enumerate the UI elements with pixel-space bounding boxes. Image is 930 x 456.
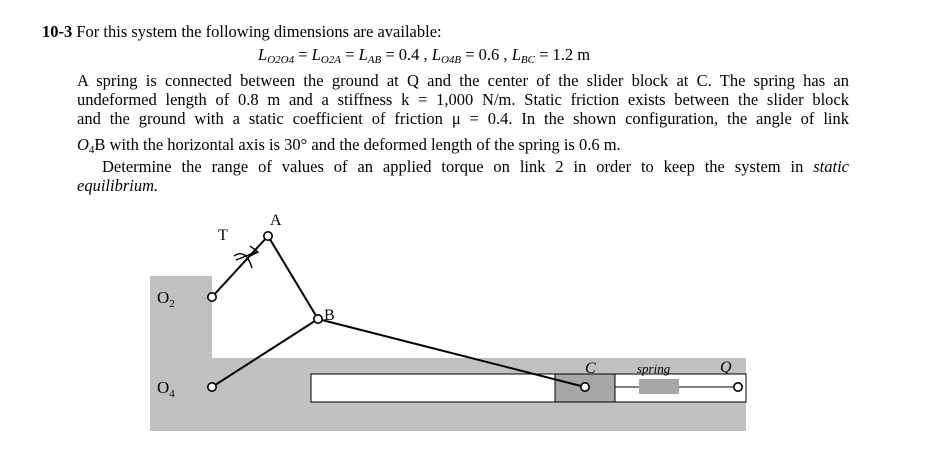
ground-region xyxy=(150,276,746,431)
spring-body xyxy=(639,379,679,394)
symbol-L: L xyxy=(358,45,368,64)
value-0-4: = 0.4 , xyxy=(381,45,432,64)
pin-o2 xyxy=(208,293,216,301)
pin-o4 xyxy=(208,383,216,391)
slider-slot xyxy=(311,374,746,402)
sub-ab: AB xyxy=(367,54,382,66)
label-c: C xyxy=(585,360,596,377)
link-ab xyxy=(268,236,318,319)
label-o4-sub: 4 xyxy=(169,388,175,400)
sub-bc: BC xyxy=(520,54,535,66)
symbol-L: L xyxy=(511,45,521,64)
problem-number: 10-3 xyxy=(42,22,73,41)
para1-line2: undeformed length of 0.8 m and a stiffness k = 1,000 N/m. Static friction exists between the slider block xyxy=(77,90,849,109)
equals: = xyxy=(341,45,359,64)
para2-line2: equilibrium. xyxy=(77,176,159,195)
label-spring: spring xyxy=(637,361,671,376)
label-b: B xyxy=(324,307,335,324)
para1-line3: and the ground with a static coefficient of friction μ = 0.4. In the shown configuration, the angle of link xyxy=(77,109,849,128)
sub-o4b: O4B xyxy=(440,54,462,66)
value-1-2: = 1.2 m xyxy=(534,45,591,64)
problem-intro: For this system the following dimensions are available: xyxy=(76,22,442,41)
pin-q xyxy=(734,383,742,391)
para1-line1: A spring is connected between the ground at Q and the center of the slider block at C. The spring has an xyxy=(77,71,849,90)
label-o2-sub: 2 xyxy=(169,298,175,310)
label-o4-main: O xyxy=(157,378,170,397)
pin-b xyxy=(314,315,322,323)
label-t: T xyxy=(218,227,228,244)
label-q: Q xyxy=(720,359,732,376)
link-o2a xyxy=(212,236,268,297)
symbol-L: L xyxy=(431,45,441,64)
label-a: A xyxy=(270,212,282,229)
symbol-L: L xyxy=(311,45,321,64)
para1-line4-text: B with the horizontal axis is 30° and the deformed length of the spring is 0.6 m. xyxy=(94,135,621,154)
sub-o2o4: O2O4 xyxy=(267,54,295,66)
symbol-L: L xyxy=(258,45,268,64)
symbol-O: O xyxy=(77,135,89,154)
pin-a xyxy=(264,232,272,240)
para2-static: static xyxy=(813,157,849,176)
value-0-6: = 0.6 , xyxy=(461,45,512,64)
sub-o2a: O2A xyxy=(320,54,341,66)
sub-4: 4 xyxy=(88,144,95,156)
equals: = xyxy=(294,45,312,64)
label-o2-main: O xyxy=(157,288,170,307)
para2-text: Determine the range of values of an applied torque on link 2 in order to keep the system in xyxy=(102,157,814,176)
pin-c xyxy=(581,383,589,391)
